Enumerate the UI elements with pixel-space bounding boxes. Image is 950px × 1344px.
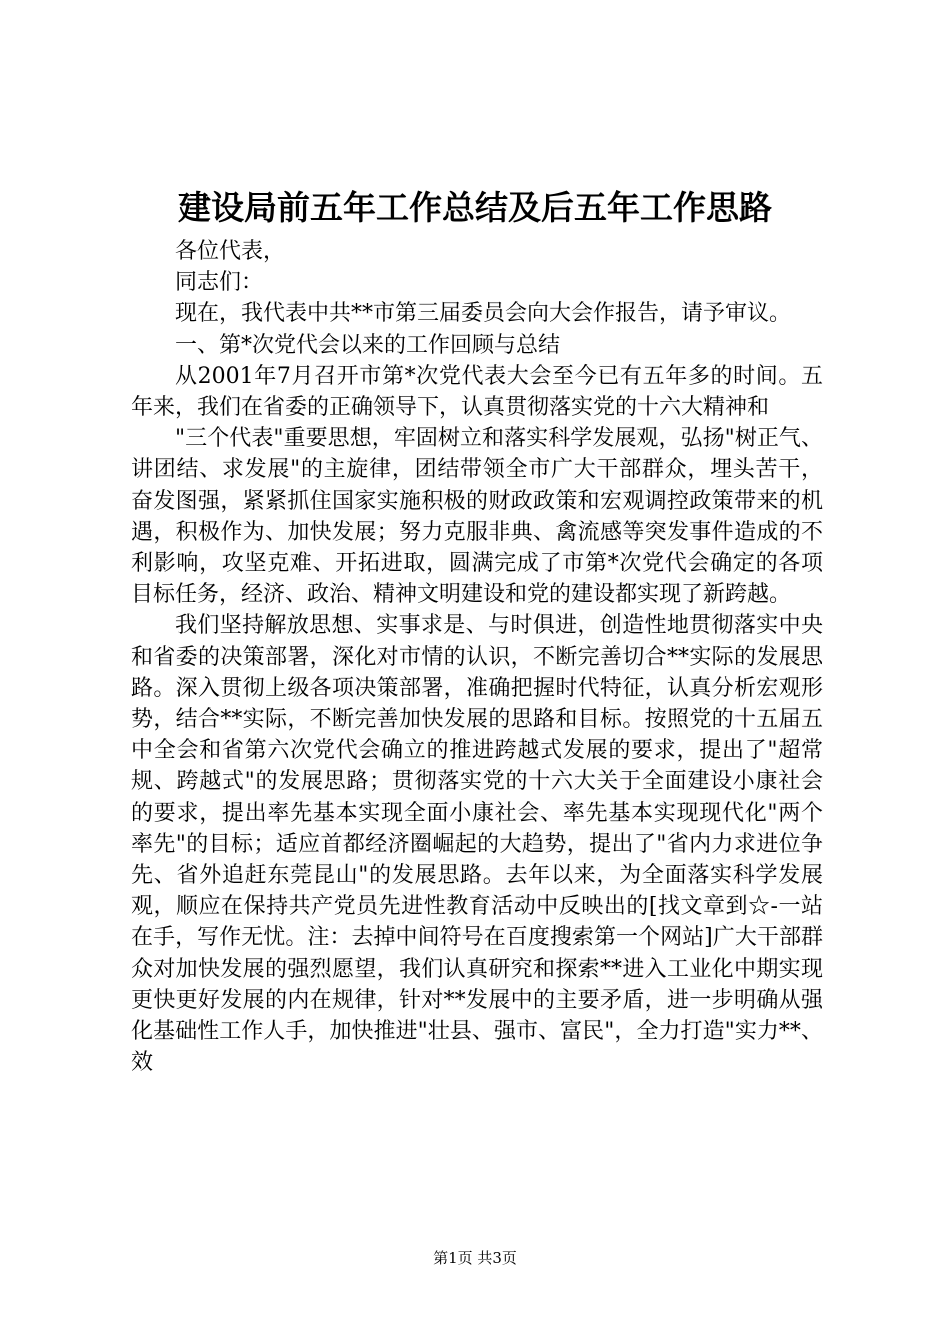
salutation-comrades: 同志们： <box>175 270 264 296</box>
page-footer: 第1页 共3页 <box>433 1249 517 1267</box>
salutation-representatives: 各位代表， <box>175 239 286 264</box>
opening-paragraph: 现在，我代表中共**市第三届委员会向大会作报告，请予审议。 <box>175 301 792 327</box>
document-title: 建设局前五年工作总结及后五年工作思路 <box>178 188 772 227</box>
section-heading: 一、第*次党代会以来的工作回顾与总结 <box>175 332 561 358</box>
body-paragraph: "三个代表"重要思想，牢固树立和落实科学发展观，弘扬"树正气、讲团结、求发展"的主旋律，团结带领全市广大干部群众，埋头苦干，奋发图强，紧紧抓住国家实施积极的财政政策和宏观调控政策带来的机遇，积极作为、加快发展；努力克服非典、禽流感等突发事件造成的不利影响，攻坚克难、开拓进取，圆满完成了市第*次党代会确定的各项目标任务，经济、政治、精神文明建设和党的建设都实现了新跨越。 <box>131 426 823 608</box>
document-body <box>131 236 823 1078</box>
body-paragraph: 我们坚持解放思想、实事求是、与时俱进，创造性地贯彻落实中央和省委的决策部署，深化对市情的认识，不断完善切合**实际的发展思路。深入贯彻上级各项决策部署，准确把握时代特征，认真分析宏观形势，结合**实际，不断完善加快发展的思路和目标。按照党的十五届五中全会和省第六次党代会确立的推进跨越式发展的要求，提出了"超常规、跨越式"的发展思路；贯彻落实党的十六大关于全面建设小康社会的要求，提出率先基本实现全面小康社会、率先基本实现现代化"两个率先"的目标；适应首都经济圈崛起的大趋势，提出了"省内力求进位争先、省外追赶东莞昆山"的发展思路。去年以来，为全面落实科学发展观，顺应在保持共产党员先进性教育活动中反映出的[找文章到☆-一站在手，写作无忧。注：去掉中间符号在百度搜索第一个网站]广大干部群众对加快发展的强烈愿望，我们认真研究和探索**进入工业化中期实现更快更好发展的内在规律，针对**发展中的主要矛盾，进一步明确从强化基础性工作人手，加快推进"壮县、强市、富民"，全力打造"实力**、效 <box>131 613 823 1076</box>
body-paragraph: 从2001年7月召开市第*次党代表大会至今已有五年多的时间。五年来，我们在省委的正确领导下，认真贯彻落实党的十六大精神和 <box>131 363 823 421</box>
